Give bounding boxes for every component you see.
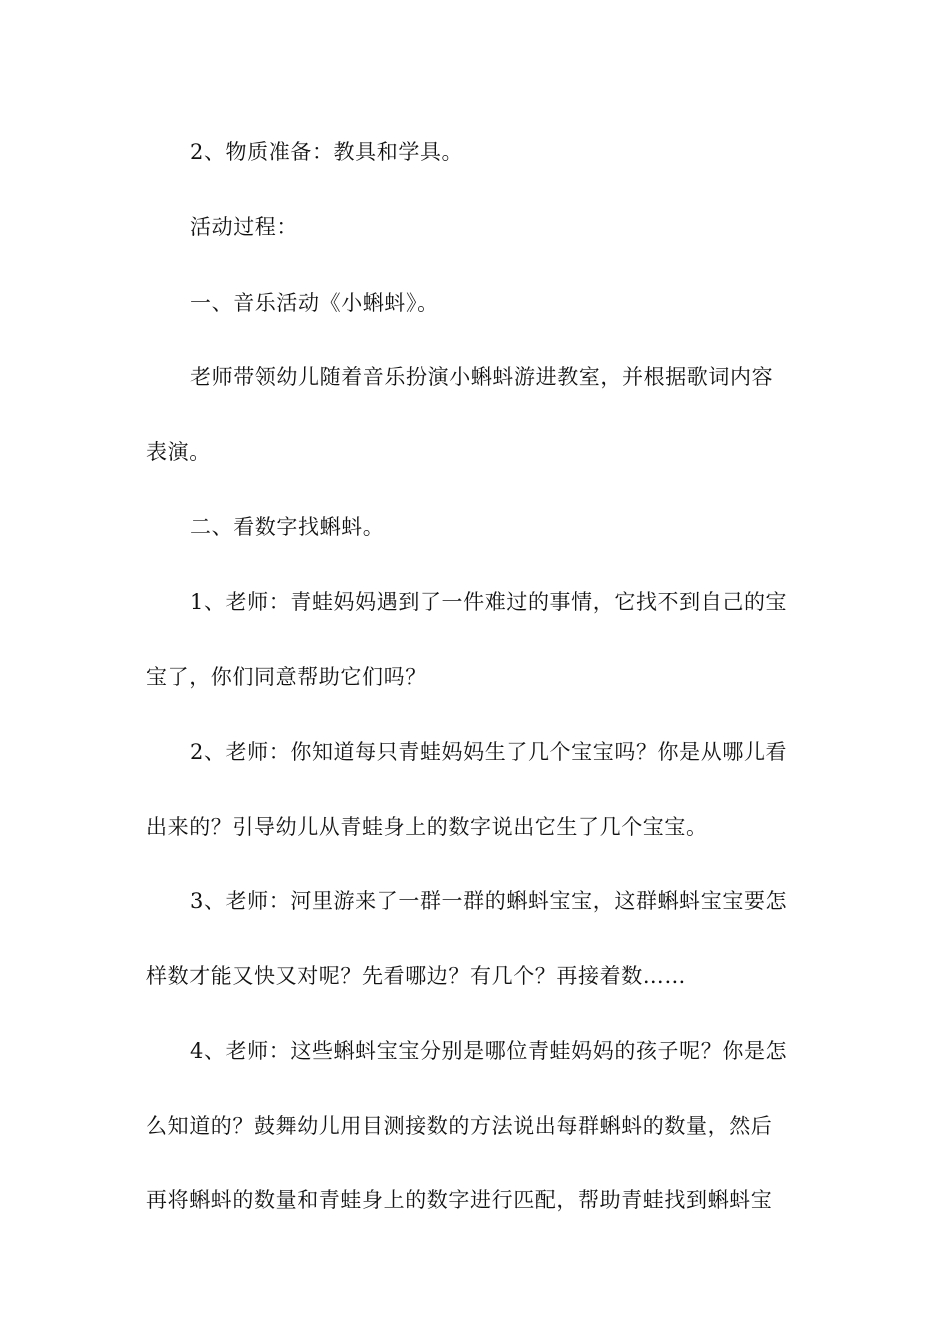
section-heading: 二、看数字找蝌蚪。 [190,515,385,539]
text-line: 出来的？引导幼儿从青蛙身上的数字说出它生了几个宝宝。 [146,815,708,839]
text-line: 4、老师：这些蝌蚪宝宝分别是哪位青蛙妈妈的孩子呢？你是怎 [190,1039,788,1063]
text-line: 1、老师：青蛙妈妈遇到了一件难过的事情，它找不到自己的宝 [190,590,788,614]
text-line: 样数才能又快又对呢？先看哪边？有几个？再接着数…… [146,964,686,988]
text-line: 2、老师：你知道每只青蛙妈妈生了几个宝宝吗？你是从哪儿看 [190,740,788,764]
text-line: 2、物质准备：教具和学具。 [190,140,464,164]
text-line: 么知道的？鼓舞幼儿用目测接数的方法说出每群蝌蚪的数量，然后 [146,1114,773,1138]
text-line: 活动过程： [190,215,298,239]
text-line: 再将蝌蚪的数量和青蛙身上的数字进行匹配，帮助青蛙找到蝌蚪宝 [146,1188,773,1212]
text-line: 宝了，你们同意帮助它们吗？ [146,665,427,689]
text-line: 表演。 [146,440,211,464]
text-line: 老师带领幼儿随着音乐扮演小蝌蚪游进教室，并根据歌词内容 [190,365,774,389]
section-heading: 一、音乐活动《小蝌蚪》。 [190,291,439,315]
text-line: 3、老师：河里游来了一群一群的蝌蚪宝宝，这群蝌蚪宝宝要怎 [190,889,788,913]
